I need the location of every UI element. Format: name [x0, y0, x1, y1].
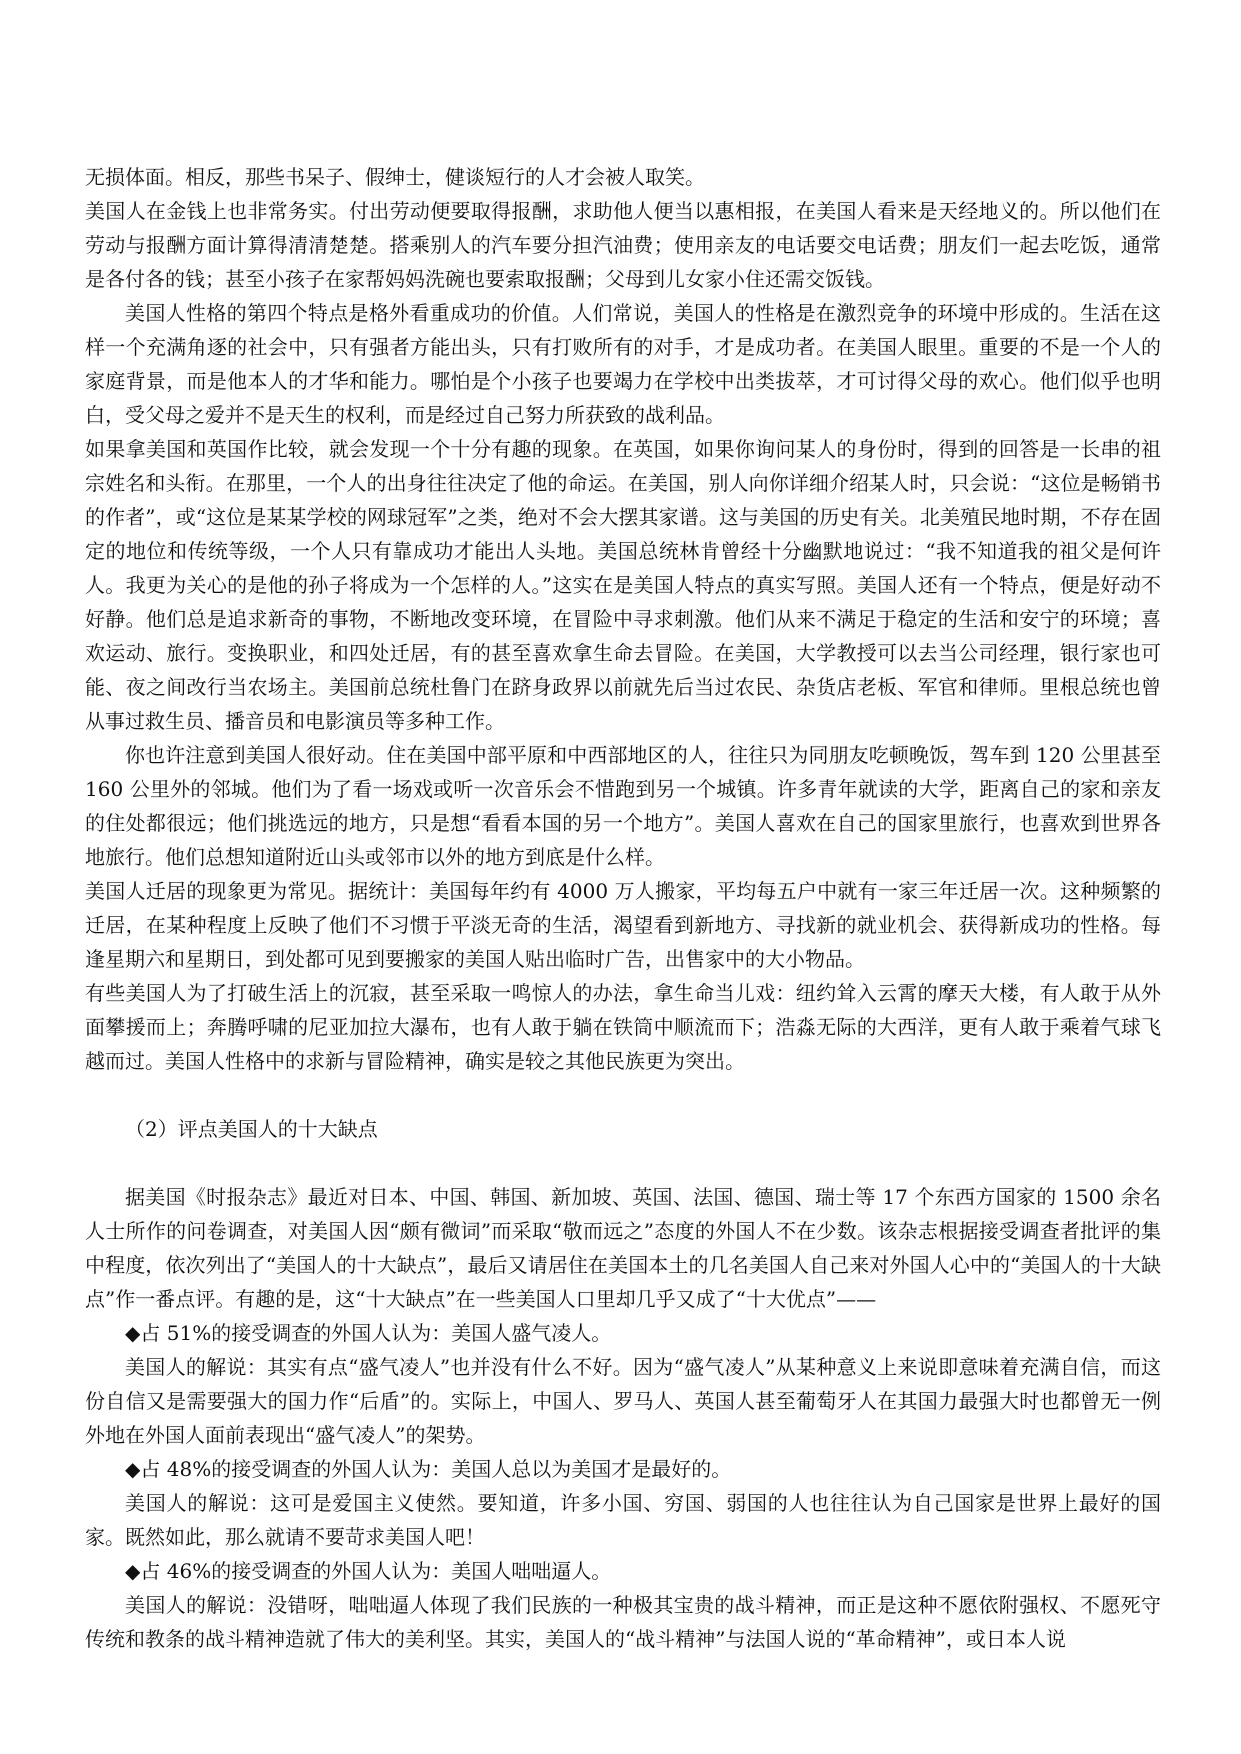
paragraph: 美国人在金钱上也非常务实。付出劳动便要取得报酬，求助他人便当以惠相报，在美国人看来是天经地义的。所以他们在劳动与报酬方面计算得清清楚楚。搭乘别人的汽车要分担汽油费；使用亲友的电话要交电话费；朋友们一起去吃饭，通常是各付各的钱；甚至小孩子在家帮妈妈洗碗也要索取报酬；父母到儿女家小住还需交饭钱。 — [85, 199, 1161, 291]
paragraph: 你也许注意到美国人很好动。住在美国中部平原和中西部地区的人，往往只为同朋友吃顿晚饭，驾车到 120 公里甚至 160 公里外的邻城。他们为了看一场戏或听一次音乐会不惜跑到另一个城镇。许多青年就读的大学，距离自己的家和亲友的住处都很远；他们挑选远的地方，只是想“看看本国的另一个地方”。美国人喜欢在自己的国家里旅行，也喜欢到世界各地旅行。他们总想知道附近山头或邻市以外的地方到底是什么样。 — [85, 743, 1161, 869]
paragraph: 无损体面。相反，那些书呆子、假绅士，健谈短行的人才会被人取笑。 — [85, 165, 705, 189]
claim-text: 占 51%的接受调查的外国人认为：美国人盛气凌人。 — [140, 1321, 612, 1345]
claim-text: 占 46%的接受调查的外国人认为：美国人咄咄逼人。 — [140, 1559, 612, 1583]
diamond-bullet-icon: ◆ — [125, 1321, 141, 1345]
intro-paragraph: 据美国《时报杂志》最近对日本、中国、韩国、新加坡、英国、法国、德国、瑞士等 17 个东西方国家的 1500 余名人士所作的问卷调查，对美国人因“颇有微词”而采取“敬而远之”态度的外国人不在少数。该杂志根据接受调查者批评的集中程度，依次列出了“美国人的十大缺点”，最后又请居住在美国本土的几名美国人自己来对外国人心中的“美国人的十大缺点”作一番点评。有趣的是，这“十大缺点”在一些美国人口里却几乎又成了“十大优点”—— — [85, 1185, 1161, 1311]
section-heading: （2）评点美国人的十大缺点 — [125, 1117, 378, 1141]
paragraph: 有些美国人为了打破生活上的沉寂，甚至采取一鸣惊人的办法，拿生命当儿戏：纽约耸入云霄的摩天大楼，有人敢于从外面攀援而上；奔腾呼啸的尼亚加拉大瀑布，也有人敢于躺在铁筒中顺流而下；浩淼无际的大西洋，更有人敢于乘着气球飞越而过。美国人性格中的求新与冒险精神，确实是较之其他民族更为突出。 — [85, 981, 1161, 1073]
document-page — [85, 160, 1161, 1656]
survey-item-response: 美国人的解说：这可是爱国主义使然。要知道，许多小国、穷国、弱国的人也往往认为自己国家是世界上最好的国家。既然如此，那么就请不要苛求美国人吧！ — [85, 1491, 1161, 1549]
survey-item-response: 美国人的解说：其实有点“盛气凌人”也并没有什么不好。因为“盛气凌人”从某种意义上来说即意味着充满自信，而这份自信又是需要强大的国力作“后盾”的。实际上，中国人、罗马人、英国人甚至葡萄牙人在其国力最强大时也都曾无一例外地在外国人面前表现出“盛气凌人”的架势。 — [85, 1355, 1161, 1447]
paragraph: 美国人迁居的现象更为常见。据统计：美国每年约有 4000 万人搬家，平均每五户中就有一家三年迁居一次。这种频繁的迁居，在某种程度上反映了他们不习惯于平淡无奇的生活，渴望看到新地方、寻找新的就业机会、获得新成功的性格。每逢星期六和星期日，到处都可见到要搬家的美国人贴出临时广告，出售家中的大小物品。 — [85, 879, 1161, 971]
paragraph: 美国人性格的第四个特点是格外看重成功的价值。人们常说，美国人的性格是在激烈竞争的环境中形成的。生活在这样一个充满角逐的社会中，只有强者方能出头，只有打败所有的对手，才是成功者。在美国人眼里。重要的不是一个人的家庭背景，而是他本人的才华和能力。哪怕是个小孩子也要竭力在学校中出类拔萃，才可讨得父母的欢心。他们似乎也明白，受父母之爱并不是天生的权利，而是经过自己努力所获致的战利品。 — [85, 301, 1161, 427]
survey-item-response: 美国人的解说：没错呀，咄咄逼人体现了我们民族的一种极其宝贵的战斗精神，而正是这种不愿依附强权、不愿死守传统和教条的战斗精神造就了伟大的美利坚。其实，美国人的“战斗精神”与法国人说的“革命精神”，或日本人说 — [85, 1593, 1161, 1651]
paragraph: 如果拿美国和英国作比较，就会发现一个十分有趣的现象。在英国，如果你询问某人的身份时，得到的回答是一长串的祖宗姓名和头衔。在那里，一个人的出身往往决定了他的命运。在美国，别人向你详细介绍某人时，只会说：“这位是畅销书的作者”，或“这位是某某学校的网球冠军”之类，绝对不会大摆其家谱。这与美国的历史有关。北美殖民地时期，不存在固定的地位和传统等级，一个人只有靠成功才能出人头地。美国总统林肯曾经十分幽默地说过：“我不知道我的祖父是何许人。我更为关心的是他的孙子将成为一个怎样的人。”这实在是美国人特点的真实写照。美国人还有一个特点，便是好动不好静。他们总是追求新奇的事物，不断地改变环境，在冒险中寻求刺激。他们从来不满足于稳定的生活和安宁的环境；喜欢运动、旅行。变换职业，和四处迁居，有的甚至喜欢拿生命去冒险。在美国，大学教授可以去当公司经理，银行家也可能、夜之间改行当农场主。美国前总统杜鲁门在跻身政界以前就先后当过农民、杂货店老板、军官和律师。里根总统也曾从事过救生员、播音员和电影演员等多种工作。 — [85, 437, 1161, 733]
diamond-bullet-icon: ◆ — [125, 1559, 141, 1583]
diamond-bullet-icon: ◆ — [125, 1457, 141, 1481]
survey-item-claim — [85, 1316, 1161, 1350]
survey-item-claim — [85, 1554, 1161, 1588]
survey-item-claim — [85, 1452, 1161, 1486]
claim-text: 占 48%的接受调查的外国人认为：美国人总以为美国才是最好的。 — [140, 1457, 732, 1481]
